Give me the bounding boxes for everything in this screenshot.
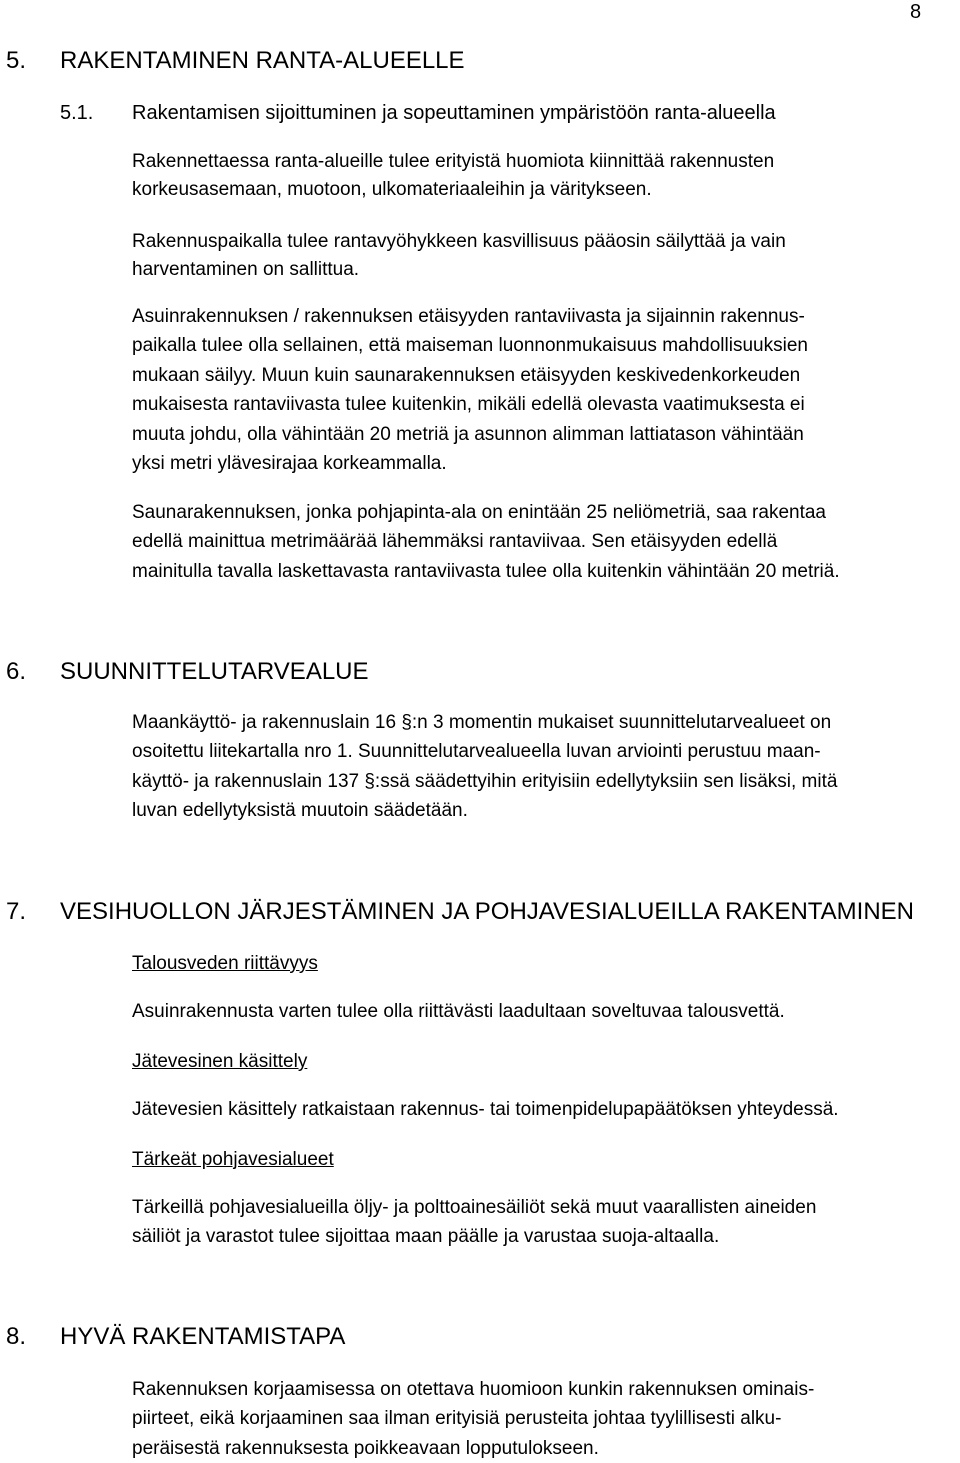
section-5-paragraph-2 <box>132 228 958 284</box>
section-6-number: 6. <box>6 658 27 685</box>
text-line: Asuinrakennusta varten tulee olla riittävästi laadultaan soveltuvaa talousvettä. <box>132 1001 785 1022</box>
section-7-number: 7. <box>6 898 27 925</box>
section-7-heading <box>6 897 914 927</box>
text-line: piirteet, eikä korjaaminen saa ilman erityisiä perusteita johtaa tyylillisesti alku- <box>132 1408 782 1430</box>
section-5-heading <box>6 46 465 76</box>
text-line: paikalla tulee olla sellainen, että maiseman luonnonmukaisuus mahdollisuuksien <box>132 335 808 357</box>
text-line: Rakennuksen korjaamisessa on otettava huomioon kunkin rakennuksen ominais- <box>132 1379 815 1400</box>
section-5-number: 5. <box>6 47 27 74</box>
page-number: 8 <box>910 1 922 23</box>
text-line: mukaan säilyy. Muun kuin saunarakennuksen etäisyyden keskivedenkorkeuden <box>132 364 801 386</box>
section-6-title: SUUNNITTELUTARVEALUE <box>60 658 369 685</box>
text-line: käyttö- ja rakennuslain 137 §:ssä säädettyihin erityisiin edellytyksiin sen lisäksi, mitä <box>132 770 838 792</box>
section-5-1-title: Rakentamisen sijoittuminen ja sopeuttaminen ympäristöön ranta-alueella <box>132 102 776 124</box>
subheading-tarkeat-pohjavesialueet: Tärkeät pohjavesialueet <box>132 1149 334 1170</box>
section-5-title: RAKENTAMINEN RANTA-ALUEELLE <box>60 47 465 74</box>
section-8-heading <box>6 1322 345 1352</box>
section-5-paragraph-4 <box>132 498 958 586</box>
text-line: Rakennuspaikalla tulee rantavyöhykkeen kasvillisuus pääosin säilyttää ja vain <box>132 231 786 252</box>
text-line: Rakennettaessa ranta-alueille tulee erityistä huomiota kiinnittää rakennusten <box>132 151 775 172</box>
section-7-paragraph-a <box>132 997 958 1026</box>
text-line: luvan edellytyksistä muutoin säädetään. <box>132 800 468 822</box>
text-line: harventaminen on sallittua. <box>132 259 360 280</box>
text-line: mainitulla tavalla laskettavasta rantaviivasta tulee olla kuitenkin vähintään 20 metriä. <box>132 560 840 582</box>
text-line: Tärkeillä pohjavesialueilla öljy- ja polttoainesäiliöt sekä muut vaarallisten aineiden <box>132 1197 817 1218</box>
section-5-paragraph-1 <box>132 148 958 204</box>
section-7-title: VESIHUOLLON JÄRJESTÄMINEN JA POHJAVESIALUEILLA RAKENTAMINEN <box>60 898 915 925</box>
text-line: Jätevesien käsittely ratkaistaan rakennus- tai toimenpidelupapäätöksen yhteydessä. <box>132 1099 839 1120</box>
text-line: Maankäyttö- ja rakennuslain 16 §:n 3 momentin mukaiset suunnittelutarvealueet on <box>132 712 832 733</box>
section-5-1-heading <box>60 100 776 126</box>
text-line: Asuinrakennuksen / rakennuksen etäisyyden rantaviivasta ja sijainnin rakennus- <box>132 306 805 327</box>
text-line: muuta johdu, olla vähintään 20 metriä ja asunnon alimman lattiatason vähintään <box>132 423 804 445</box>
section-6-heading <box>6 657 369 687</box>
section-8-title: HYVÄ RAKENTAMISTAPA <box>60 1323 346 1350</box>
subheading-jatevesinen-kasittely: Jätevesinen käsittely <box>132 1051 308 1072</box>
section-8-number: 8. <box>6 1323 27 1350</box>
section-8-paragraph-1 <box>132 1375 958 1463</box>
text-line: korkeusasemaan, muotoon, ulkomateriaaleihin ja väritykseen. <box>132 179 652 200</box>
text-line: mukaisesta rantaviivasta tulee kuitenkin, mikäli edellä olevasta vaatimuksesta ei <box>132 394 805 416</box>
section-5-1-number: 5.1. <box>60 102 94 124</box>
section-5-paragraph-3 <box>132 302 958 478</box>
text-line: edellä mainittua metrimäärää lähemmäksi rantaviivaa. Sen etäisyyden edellä <box>132 531 778 553</box>
section-6-paragraph-1 <box>132 708 958 826</box>
subheading-talousveden-riittavyys: Talousveden riittävyys <box>132 953 318 974</box>
section-7-paragraph-b <box>132 1095 958 1124</box>
text-line: osoitettu liitekartalla nro 1. Suunnittelutarvealueella luvan arviointi perustuu maan- <box>132 741 821 763</box>
text-line: säiliöt ja varastot tulee sijoittaa maan päälle ja varustaa suoja-altaalla. <box>132 1226 720 1248</box>
section-7-paragraph-c <box>132 1193 958 1252</box>
text-line: Saunarakennuksen, jonka pohjapinta-ala on enintään 25 neliömetriä, saa rakentaa <box>132 502 826 523</box>
text-line: yksi metri ylävesirajaa korkeammalla. <box>132 453 447 475</box>
text-line: peräisestä rakennuksesta poikkeavaan lopputulokseen. <box>132 1437 599 1459</box>
